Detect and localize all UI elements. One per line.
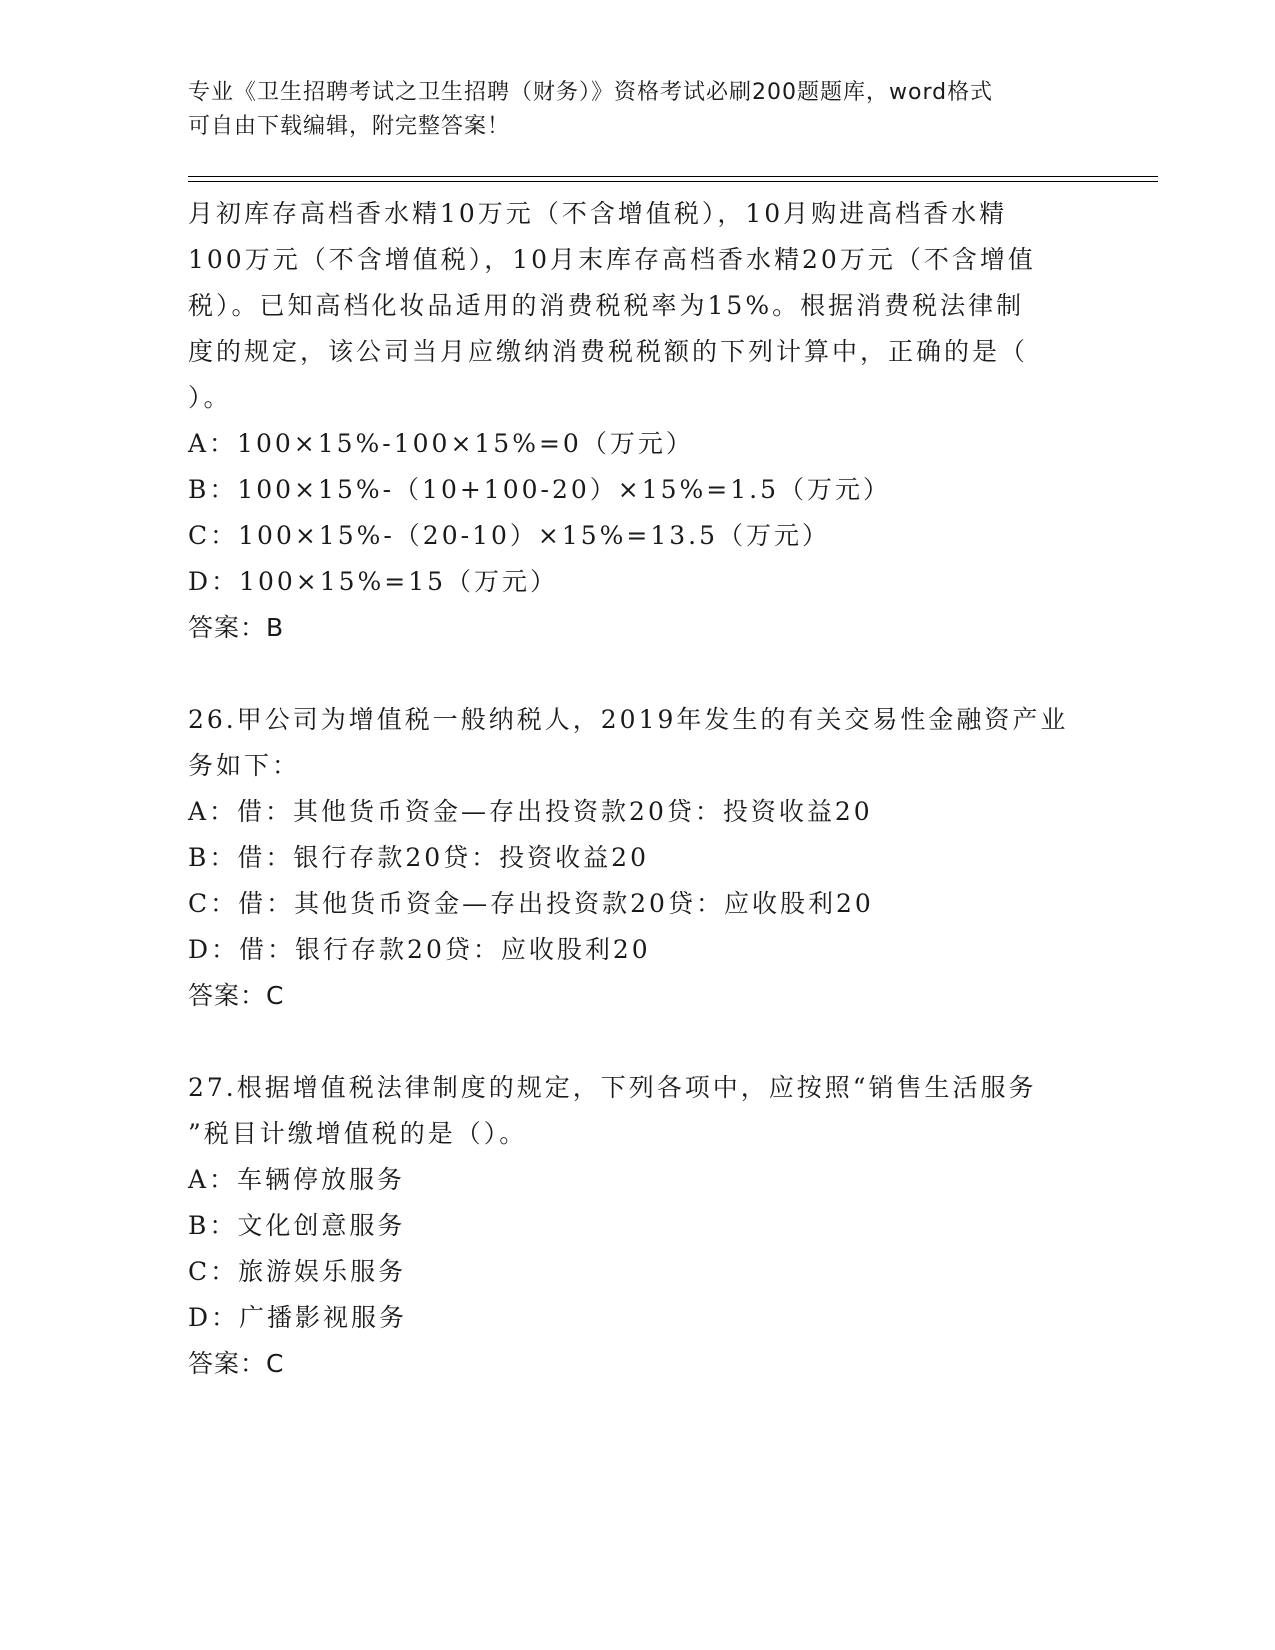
option-b: B：100×15%-（10+100-20）×15%=1.5（万元） (188, 475, 892, 504)
answer-line: 答案：B (188, 613, 285, 642)
option-b: B：借：银行存款20贷：投资收益20 (188, 843, 649, 872)
document-body (188, 191, 1078, 1387)
option-a: A：借：其他货币资金—存出投资款20贷：投资收益20 (188, 797, 873, 826)
question-stem-line: 月初库存高档香水精10万元（不含增值税），10月购进高档香水精 (188, 199, 1008, 228)
header-line-1: 专业《卫生招聘考试之卫生招聘（财务）》资格考试必刷200题题库，word格式 (188, 80, 994, 105)
question-stem-line: ）。 (188, 383, 232, 412)
answer-line: 答案：C (188, 981, 285, 1010)
option-c: C：100×15%-（20-10）×15%=13.5（万元） (188, 521, 831, 550)
document-header (188, 76, 1088, 144)
option-a: A：车辆停放服务 (188, 1165, 406, 1194)
header-rule-bottom (188, 181, 1158, 182)
spacer (188, 1019, 1078, 1065)
option-b: B：文化创意服务 (188, 1211, 406, 1240)
question-stem-line: 100万元（不含增值税），10月末库存高档香水精20万元（不含增值 (188, 245, 1036, 274)
option-c: C：旅游娱乐服务 (188, 1257, 407, 1286)
question-block (188, 697, 1078, 1019)
question-stem-line: 27.根据增值税法律制度的规定，下列各项中，应按照“销售生活服务 (188, 1073, 1037, 1102)
question-stem-line: 26.甲公司为增值税一般纳税人，2019年发生的有关交易性金融资产业 (188, 705, 1069, 734)
header-rule-top (188, 176, 1158, 177)
question-block (188, 191, 1078, 651)
option-d: D：100×15%=15（万元） (188, 567, 559, 596)
question-stem-line: 度的规定，该公司当月应缴纳消费税税额的下列计算中，正确的是（ (188, 337, 1029, 366)
answer-line: 答案：C (188, 1349, 285, 1378)
question-stem-line: 务如下： (188, 751, 301, 780)
question-block (188, 1065, 1078, 1387)
header-line-2: 可自由下载编辑，附完整答案！ (188, 114, 511, 139)
question-stem-line: ”税目计缴增值税的是（）。 (188, 1119, 528, 1148)
option-c: C：借：其他货币资金—存出投资款20贷：应收股利20 (188, 889, 874, 918)
option-d: D：广播影视服务 (188, 1303, 408, 1332)
option-a: A：100×15%-100×15%=0（万元） (188, 429, 694, 458)
spacer (188, 651, 1078, 697)
question-stem-line: 税）。已知高档化妆品适用的消费税税率为15%。根据消费税法律制 (188, 291, 1025, 320)
option-d: D：借：银行存款20贷：应收股利20 (188, 935, 651, 964)
